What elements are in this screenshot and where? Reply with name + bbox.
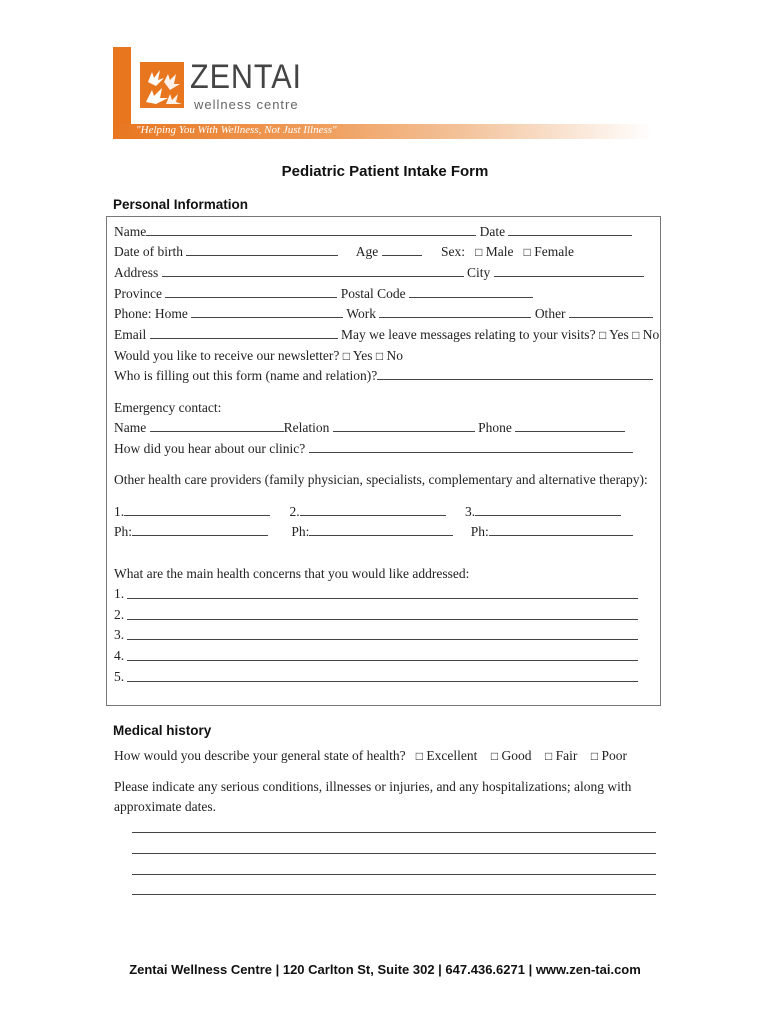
address-field[interactable]	[162, 265, 464, 277]
emergency-name-field[interactable]	[150, 420, 284, 432]
provider-3-phone-field[interactable]	[489, 524, 633, 536]
providers-row: 1. 2. 3.	[114, 504, 621, 520]
dob-field[interactable]	[186, 244, 338, 256]
newsletter-no-checkbox[interactable]: □	[375, 349, 384, 363]
concern-3-field[interactable]	[127, 639, 638, 640]
provider-phone-row: Ph: Ph: Ph:	[114, 524, 633, 540]
section-heading-personal: Personal Information	[113, 197, 249, 212]
footer: Zentai Wellness Centre | 120 Carlton St, Suite 302 | 647.436.6271 | www.zen-tai.com	[129, 962, 641, 977]
city-field[interactable]	[494, 265, 644, 277]
emergency-heading: Emergency contact:	[114, 400, 222, 415]
hear-field[interactable]	[309, 441, 633, 453]
email-field[interactable]	[150, 327, 338, 339]
provider-3-field[interactable]	[475, 504, 621, 516]
messages-no-checkbox[interactable]: □	[632, 328, 640, 342]
conditions-line-1[interactable]	[132, 832, 656, 833]
province-row: Province Postal Code	[114, 286, 533, 302]
address-row: Address City	[114, 265, 644, 281]
provider-2-field[interactable]	[300, 504, 446, 516]
name-field[interactable]	[146, 224, 476, 236]
concern-2-field[interactable]	[127, 619, 638, 620]
section-heading-medical: Medical history	[113, 723, 212, 738]
email-row: Email May we leave messages relating to your visits? □ Yes □ No	[114, 327, 660, 342]
province-field[interactable]	[165, 286, 337, 298]
providers-question: Other health care providers (family physician, specialists, complementary and alternative therapy):	[114, 472, 648, 487]
logo-wordmark: ZENTAI	[190, 58, 302, 96]
concern-5-field[interactable]	[127, 681, 638, 682]
dob-row: Date of birth Age Sex: □ Male □ Female	[114, 244, 574, 259]
filling-row: Who is filling out this form (name and relation)?	[114, 368, 653, 384]
emergency-row: Name Relation Phone	[114, 420, 625, 436]
excellent-checkbox[interactable]: □	[415, 749, 424, 763]
leaf-logo-icon	[140, 62, 184, 108]
concern-label-3: 3.	[114, 627, 125, 642]
health-row: How would you describe your general state of health? □ Excellent □ Good □ Fair □ Poor	[114, 748, 628, 763]
concern-1-field[interactable]	[127, 598, 638, 599]
other-phone-field[interactable]	[569, 306, 653, 318]
conditions-question-line2: approximate dates.	[114, 799, 216, 814]
home-phone-field[interactable]	[191, 306, 343, 318]
phone-row: Phone: Home Work Other	[114, 306, 653, 322]
good-checkbox[interactable]: □	[490, 749, 499, 763]
page-title: Pediatric Patient Intake Form	[281, 163, 489, 180]
work-phone-field[interactable]	[379, 306, 531, 318]
concern-label-1: 1.	[114, 586, 125, 601]
messages-yes-checkbox[interactable]: □	[598, 328, 607, 342]
conditions-line-3[interactable]	[132, 874, 656, 875]
male-checkbox[interactable]: □	[475, 245, 483, 259]
poor-checkbox[interactable]: □	[590, 749, 599, 763]
concern-label-4: 4.	[114, 648, 125, 663]
emergency-relation-field[interactable]	[333, 420, 475, 432]
provider-1-phone-field[interactable]	[132, 524, 268, 536]
provider-1-field[interactable]	[124, 504, 270, 516]
newsletter-yes-checkbox[interactable]: □	[342, 349, 350, 363]
date-field[interactable]	[508, 224, 632, 236]
conditions-line-4[interactable]	[132, 894, 656, 895]
postal-code-field[interactable]	[409, 286, 533, 298]
filling-field[interactable]	[377, 368, 653, 380]
concern-4-field[interactable]	[127, 660, 638, 661]
concern-label-5: 5.	[114, 669, 125, 684]
emergency-phone-field[interactable]	[515, 420, 625, 432]
concerns-question: What are the main health concerns that you would like addressed:	[114, 566, 470, 581]
logo-subtitle: wellness centre	[194, 97, 299, 112]
newsletter-row: Would you like to receive our newsletter? □ Yes □ No	[114, 348, 403, 363]
conditions-question-line1: Please indicate any serious conditions, illnesses or injuries, and any hospitalizations; along with	[114, 779, 632, 794]
age-field[interactable]	[382, 244, 422, 256]
provider-2-phone-field[interactable]	[309, 524, 453, 536]
logo-tagline: "Helping You With Wellness, Not Just Illness"	[136, 124, 337, 136]
name-row: Name Date	[114, 224, 632, 240]
fair-checkbox[interactable]: □	[545, 749, 553, 763]
conditions-line-2[interactable]	[132, 853, 656, 854]
hear-row: How did you hear about our clinic?	[114, 441, 633, 457]
female-checkbox[interactable]: □	[523, 245, 531, 259]
concern-label-2: 2.	[114, 607, 125, 622]
